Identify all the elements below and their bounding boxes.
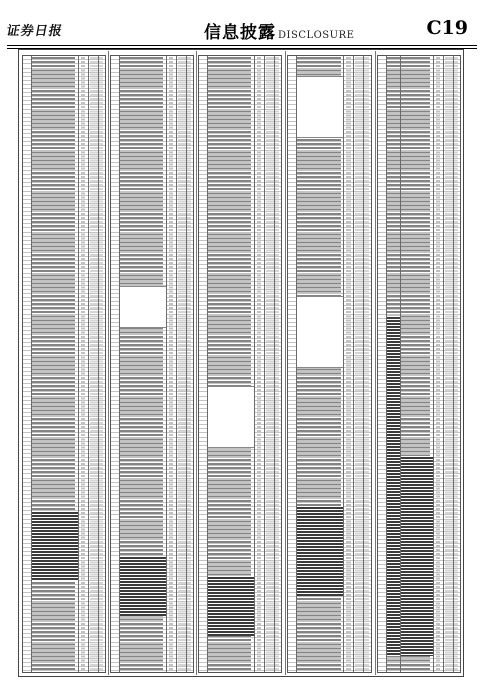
table-column-rule <box>254 56 255 672</box>
column-divider <box>196 51 197 675</box>
table-column-rule <box>78 56 79 672</box>
dense-table-block <box>120 556 166 616</box>
newspaper-logo: 证券日报 <box>5 24 64 39</box>
table-column-rule <box>353 56 354 672</box>
table-value-cells <box>90 56 103 672</box>
table-column-rule <box>88 56 89 672</box>
disclosure-table <box>110 55 194 673</box>
table-column-rule <box>176 56 177 672</box>
dense-table-block <box>401 456 433 656</box>
column-divider <box>108 51 109 675</box>
table-column-rule <box>264 56 265 672</box>
table-value-cells <box>355 56 369 672</box>
section-title-zh: 信息披露 <box>204 23 276 43</box>
disclosure-table-column-1 <box>22 55 106 673</box>
disclosure-table-column-3 <box>198 55 282 673</box>
disclosure-table-column-5 <box>377 55 461 673</box>
multi-line-cell <box>120 286 166 328</box>
table-value-cells <box>445 56 458 672</box>
table-column-rule <box>274 56 275 672</box>
table-code-cells <box>346 56 351 672</box>
table-value-cells <box>266 56 279 672</box>
dense-table-block <box>387 316 400 656</box>
section-title-en: DISCLOSURE <box>278 30 355 41</box>
table-column-rule <box>343 56 344 672</box>
column-divider <box>285 51 286 675</box>
disclosure-table <box>377 55 461 673</box>
table-code-cells <box>169 56 173 672</box>
section-title <box>204 18 355 43</box>
table-column-rule <box>98 56 99 672</box>
disclosure-table <box>198 55 282 673</box>
table-value-cells <box>178 56 191 672</box>
table-column-rule <box>186 56 187 672</box>
column-divider <box>375 51 376 675</box>
multi-line-cell <box>208 386 254 448</box>
disclosure-table <box>287 55 372 673</box>
masthead <box>7 20 167 46</box>
disclosure-table-column-4 <box>287 55 372 673</box>
table-column-rule <box>443 56 444 672</box>
table-column-rule <box>433 56 434 672</box>
multi-line-cell <box>297 76 343 138</box>
dense-table-block <box>32 511 78 581</box>
multi-line-cell <box>297 296 343 368</box>
dense-table-block <box>297 506 343 596</box>
table-code-cells <box>257 56 261 672</box>
header-rule <box>7 45 477 46</box>
table-column-rule <box>363 56 364 672</box>
table-column-rule <box>453 56 454 672</box>
disclosure-table <box>22 55 106 673</box>
dense-table-block <box>208 576 254 636</box>
table-code-cells <box>81 56 85 672</box>
table-column-rule <box>166 56 167 672</box>
disclosure-table-column-2 <box>110 55 194 673</box>
table-code-cells <box>436 56 440 672</box>
page-number: C19 <box>426 17 468 39</box>
